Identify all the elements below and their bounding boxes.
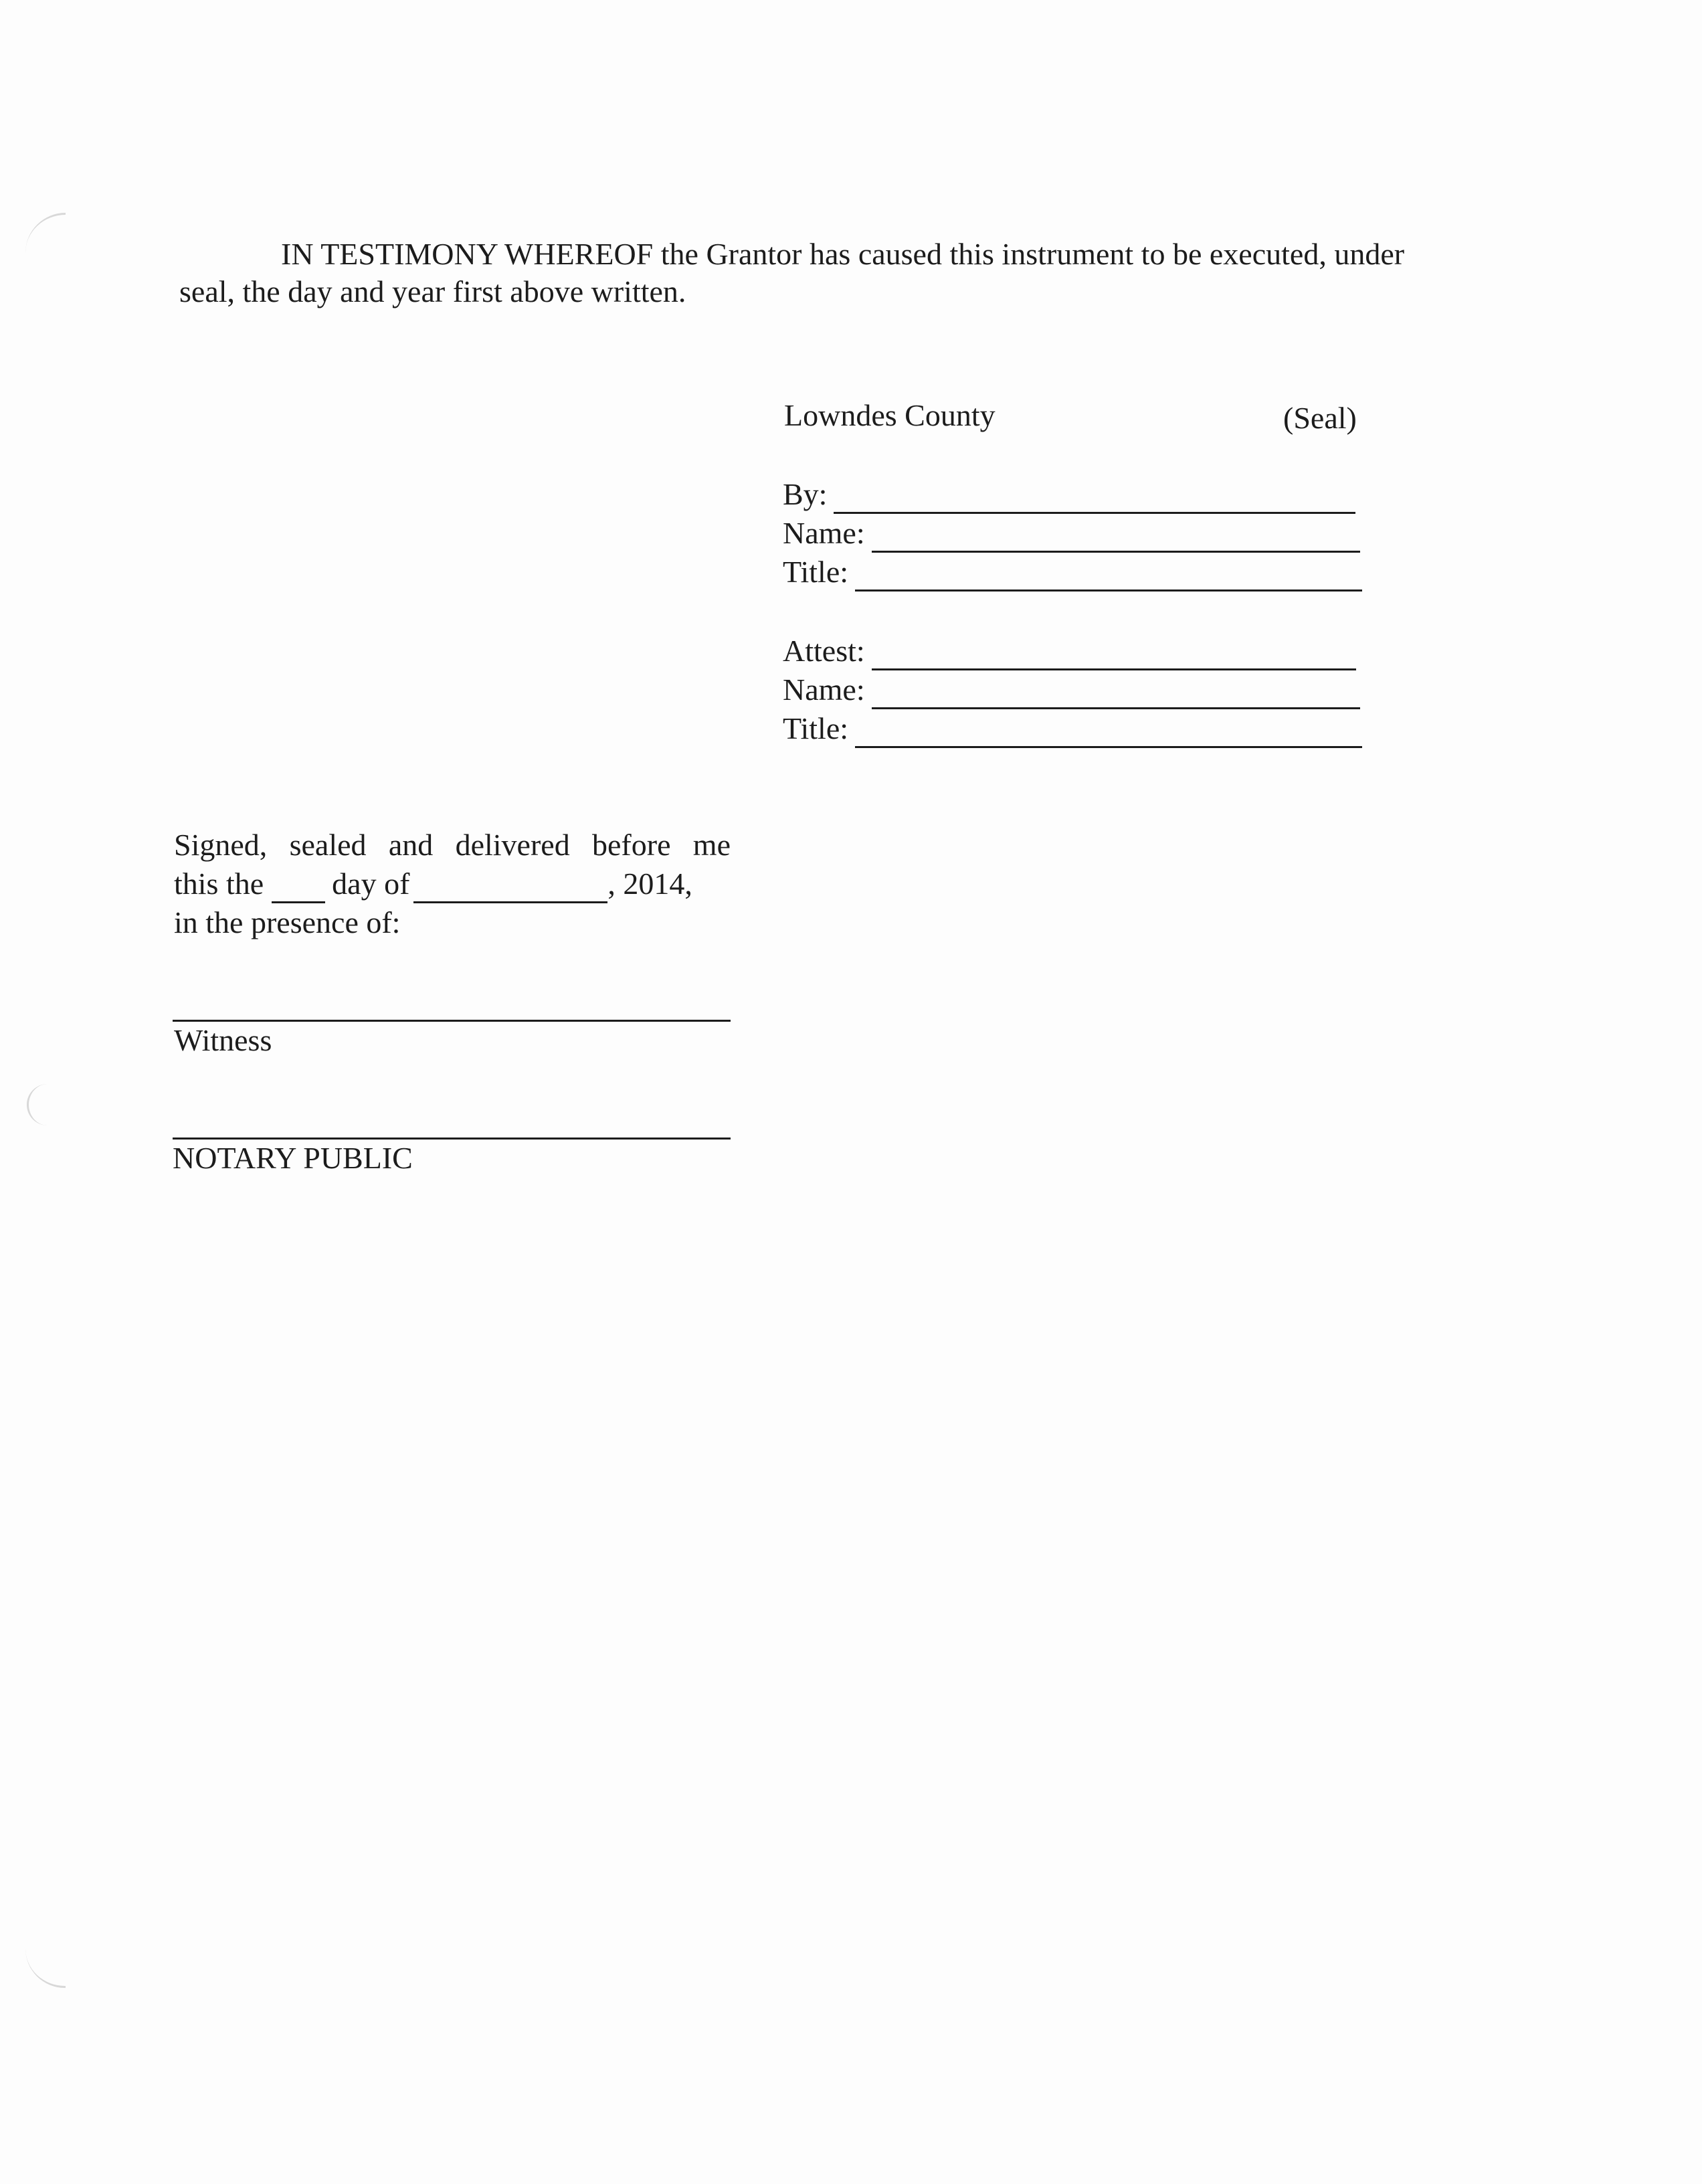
witness-label: Witness [174,1023,272,1057]
seal-label: (Seal) [1283,401,1357,435]
witness-statement [174,826,731,942]
month-blank[interactable] [413,872,607,903]
day-blank[interactable] [272,872,325,903]
name-label: Name: [783,516,865,550]
attest-title-row [783,709,1362,748]
attest-signature-line[interactable] [872,639,1356,670]
punch-hole-bottom [25,1948,66,1988]
witness-line-2-year: , 2014, [607,867,692,901]
by-label: By: [783,477,828,511]
witness-line-2 [174,864,731,903]
testimony-line-2: seal, the day and year first above written. [179,274,686,308]
attest-label: Attest: [783,634,865,668]
title-row [783,553,1362,592]
witness-line-2-day-of: day of [332,867,410,901]
by-signature-line[interactable] [834,482,1355,514]
grantor-name: Lowndes County [784,398,996,432]
attest-name-signature-line[interactable] [872,678,1360,709]
testimony-line-1: IN TESTIMONY WHEREOF the Grantor has caused this instrument to be executed, under [281,237,1405,271]
punch-hole-middle [27,1084,69,1125]
witness-line-2-this-the: this the [174,867,264,901]
witness-line-1: Signed, sealed and delivered before me [174,828,731,862]
witness-line-3: in the presence of: [174,905,401,939]
by-row [783,475,1355,514]
attest-name-row [783,670,1360,709]
name-row [783,514,1360,553]
testimony-paragraph [179,236,1491,310]
title-signature-line[interactable] [855,560,1362,592]
punch-hole-top [25,213,66,255]
attest-title-signature-line[interactable] [855,717,1362,748]
attest-row [783,632,1356,670]
title-label: Title: [783,555,849,589]
name-signature-line[interactable] [872,521,1360,553]
attest-name-label: Name: [783,672,865,707]
notary-public-label: NOTARY PUBLIC [173,1141,413,1175]
attest-title-label: Title: [783,711,849,745]
